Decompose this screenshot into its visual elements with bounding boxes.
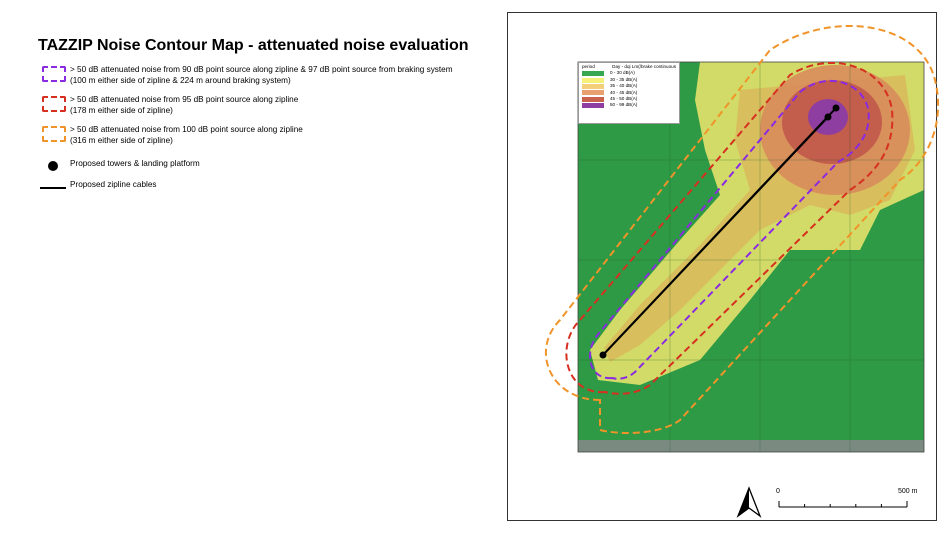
map-legend-label: 45 - 50 dB(A)	[610, 96, 638, 102]
map-legend-header-left: period	[582, 64, 595, 69]
north-arrow-icon	[736, 486, 762, 518]
map-legend-row	[579, 102, 679, 108]
swatch-50-99	[582, 103, 604, 108]
legend-towers-label: Proposed towers & landing platform	[70, 159, 200, 168]
legend-90db-line2: (100 m either side of zipline & 224 m around braking system)	[70, 76, 291, 85]
map-legend-label: 40 - 45 dB(A)	[610, 89, 638, 95]
legend-95db-line2: (178 m either side of zipline)	[70, 106, 173, 115]
scale-bar	[778, 500, 910, 510]
map-legend-header-right: Day - dqi Lm(/brake continuous	[612, 64, 676, 69]
legend-100db-line1: > 50 dB attenuated noise from 100 dB point source along zipline	[70, 125, 303, 134]
swatch-40-45	[582, 90, 604, 95]
legend-95db-line1: > 50 dB attenuated noise from 95 dB point source along zipline	[70, 95, 299, 104]
swatch-35-40	[582, 84, 604, 89]
map-legend-table	[578, 62, 680, 124]
map-legend-label: 35 - 40 dB(A)	[610, 83, 638, 89]
legend-100db-line2: (316 m either side of zipline)	[70, 136, 173, 145]
map-bottom-band	[578, 440, 924, 452]
page-title: TAZZIP Noise Contour Map - attenuated noise evaluation	[38, 37, 469, 54]
scale-start-label: 0	[776, 488, 780, 495]
scale-end-label: 500 m	[898, 488, 918, 495]
swatch-30-35	[582, 78, 604, 83]
map-legend-label: 0 - 30 dB(A)	[610, 70, 635, 76]
tower-end	[825, 114, 832, 121]
legend-cables-label: Proposed zipline cables	[70, 180, 157, 189]
swatch-45-50	[582, 97, 604, 102]
map-legend-label: 30 - 35 dB(A)	[610, 76, 638, 82]
swatch-0-30	[582, 71, 604, 76]
landing-platform	[833, 105, 840, 112]
legend-90db-line1: > 50 dB attenuated noise from 90 dB point source along zipline & 97 dB point source from braking system	[70, 65, 453, 74]
map-legend-label: 50 - 99 dB(A)	[610, 102, 638, 108]
tower-start	[600, 352, 607, 359]
